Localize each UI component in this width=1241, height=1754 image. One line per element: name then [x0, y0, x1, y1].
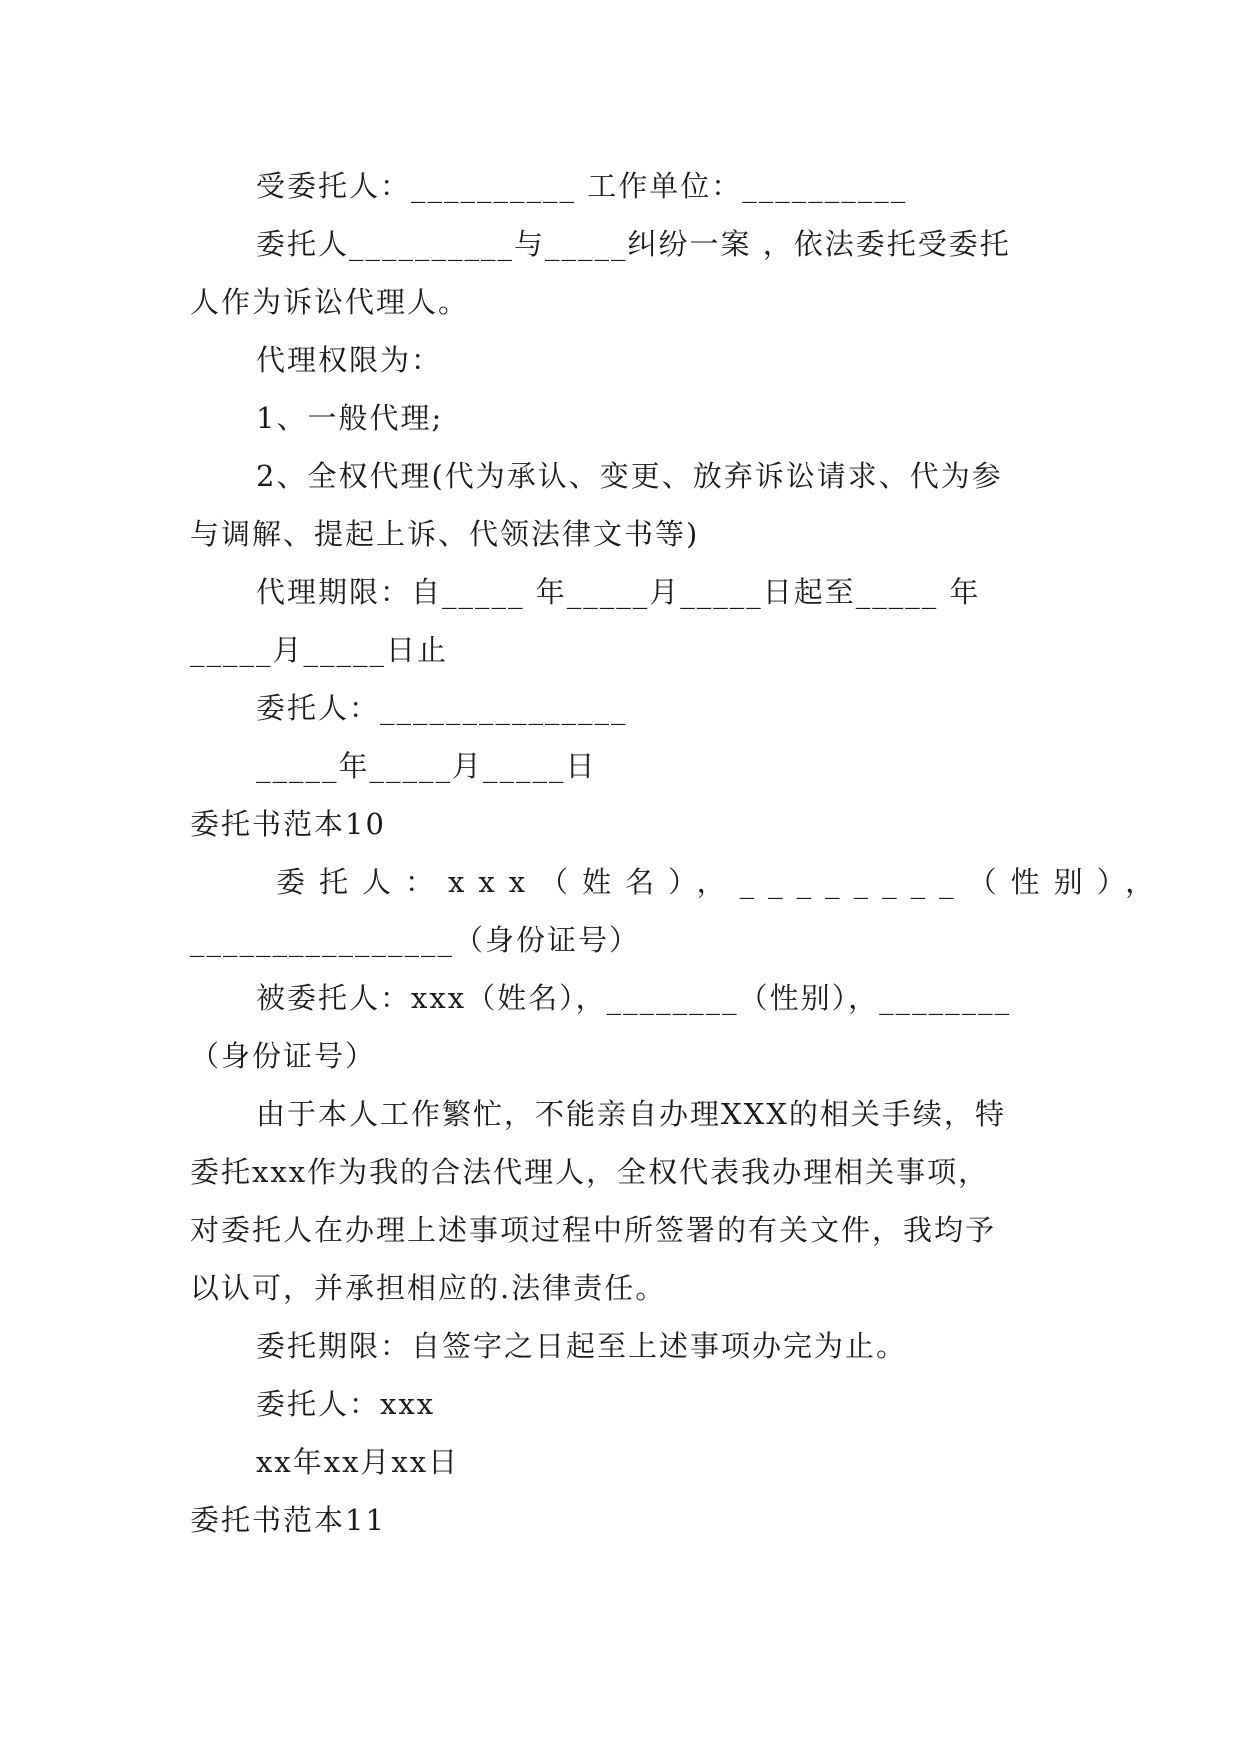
principal-info-line-1: 委托人：xxx（姓名），________（性别），: [276, 865, 1169, 899]
principal-signature-line: 委托人：_______________: [256, 691, 628, 725]
authority-item-2-line-1: 2、全权代理(代为承认、变更、放弃诉讼请求、代为参: [256, 459, 1003, 493]
term-line: 委托期限：自签字之日起至上述事项办完为止。: [256, 1329, 908, 1363]
trustee-line: 受委托人：__________ 工作单位：__________: [256, 169, 908, 203]
section-title-11: 委托书范本11: [190, 1503, 386, 1537]
section-title-10: 委托书范本10: [190, 807, 386, 841]
period-line-1: 代理期限：自_____ 年_____月_____日起至_____ 年: [256, 575, 981, 609]
authority-item-2-line-2: 与调解、提起上诉、代领法律文书等): [190, 517, 700, 551]
case-line-2: 人作为诉讼代理人。: [190, 285, 470, 319]
agent-info-line-1: 被委托人：xxx（姓名），________（性别），________: [256, 981, 1012, 1015]
body-line-1: 由于本人工作繁忙，不能亲自办理XXX的相关手续，特: [256, 1097, 1006, 1131]
period-line-2: _____月_____日止: [190, 633, 449, 667]
authority-item-1: 1、一般代理;: [256, 401, 444, 435]
principal-info-line-2: ________________（身份证号）: [190, 923, 641, 957]
signature-date-line: xx年xx月xx日: [256, 1445, 460, 1479]
body-line-2: 委托xxx作为我的合法代理人，全权代表我办理相关事项，: [190, 1155, 990, 1189]
agent-info-line-2: （身份证号）: [190, 1039, 377, 1073]
principal-name-line: 委托人：xxx: [256, 1387, 436, 1421]
body-line-3: 对委托人在办理上述事项过程中所签署的有关文件，我均予: [190, 1213, 997, 1247]
body-line-4: 以认可，并承担相应的.法律责任。: [190, 1271, 667, 1305]
authority-heading: 代理权限为：: [256, 343, 443, 377]
case-line-1: 委托人__________与_____纠纷一案 ，依法委托受委托: [256, 227, 1011, 261]
date-line: _____年_____月_____日: [256, 749, 597, 783]
